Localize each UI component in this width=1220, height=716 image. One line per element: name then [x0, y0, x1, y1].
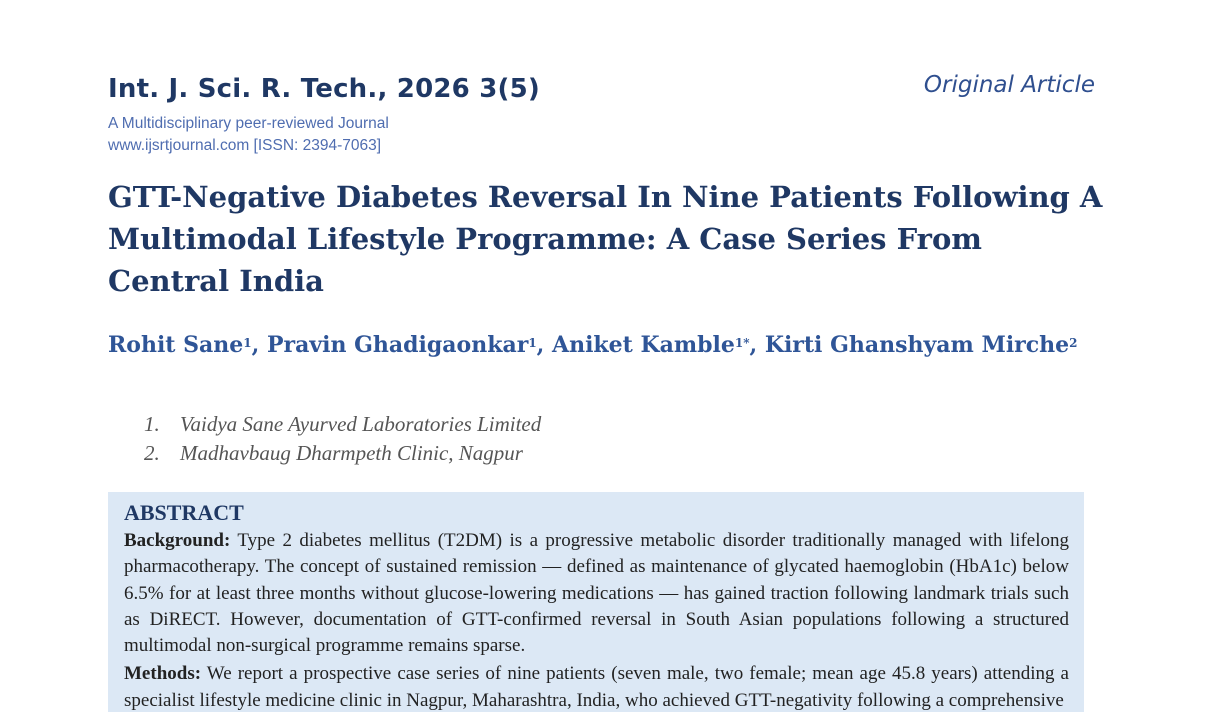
author [552, 332, 765, 358]
abstract-background [124, 528, 1069, 659]
abstract-box [108, 492, 1084, 712]
affiliation-list [144, 410, 541, 468]
author-separator: , [749, 332, 765, 358]
article-title: GTT-Negative Diabetes Reversal In Nine Patients Following A Multimodal Lifestyle Programme: A Case Series From Central India [108, 180, 1103, 298]
author [108, 332, 267, 358]
background-text: Type 2 diabetes mellitus (T2DM) is a progressive metabolic disorder traditionally managed with lifelong pharmacotherapy. The concept of sustained remission — defined as maintenance of glycated haemoglobin (HbA1c) below 6.5% for at least three months without glucose-lowering medications — has gained traction following landmark trials such as DiRECT. However, documentation of GTT-confirmed reversal in South Asian populations following a structured multimodal non-surgical programme remains sparse. [124, 530, 1069, 657]
journal-website: www.ijsrtjournal.com [ISSN: 2394-7063] [108, 137, 382, 154]
author-list [108, 323, 1108, 365]
journal-citation: Int. J. Sci. R. Tech., 2026 3(5) [108, 74, 540, 104]
background-label: Background: [124, 530, 231, 551]
author-name: Rohit Sane [108, 332, 244, 358]
abstract-heading: ABSTRACT [124, 500, 244, 525]
methods-label: Methods: [124, 663, 202, 685]
author-separator: , [251, 332, 267, 358]
author-affiliation-mark: 1 [528, 336, 537, 350]
author-affiliation-mark: 1 [243, 336, 252, 350]
author-name: Aniket Kamble [552, 332, 735, 358]
abstract-methods [124, 661, 1069, 714]
affiliation-text: Madhavbaug Dharmpeth Clinic, Nagpur [180, 441, 523, 465]
abstract-body [124, 528, 1069, 716]
journal-info [108, 113, 389, 157]
author-name: Kirti Ghanshyam Mirche [764, 332, 1070, 358]
affiliation-number: 1. [144, 412, 160, 436]
journal-tagline: A Multidisciplinary peer-reviewed Journal [108, 115, 389, 132]
affiliation-number: 2. [144, 441, 160, 465]
author-name: Pravin Ghadigaonkar [266, 332, 529, 358]
affiliation-item [144, 439, 541, 468]
author [765, 332, 1078, 358]
author-affiliation-mark: 1* [734, 336, 750, 350]
affiliation-text: Vaidya Sane Ayurved Laboratories Limited [180, 412, 542, 436]
author [267, 332, 552, 358]
affiliation-item [144, 410, 541, 439]
article-type-label: Original Article [923, 72, 1095, 98]
author-affiliation-mark: 2 [1069, 336, 1078, 350]
methods-text: We report a prospective case series of nine patients (seven male, two female; mean age 45.8 years) attending a specialist lifestyle medicine clinic in Nagpur, Maharashtra, India, who achieved GTT-negativity following a comprehensive [124, 663, 1069, 711]
author-separator: , [536, 332, 552, 358]
